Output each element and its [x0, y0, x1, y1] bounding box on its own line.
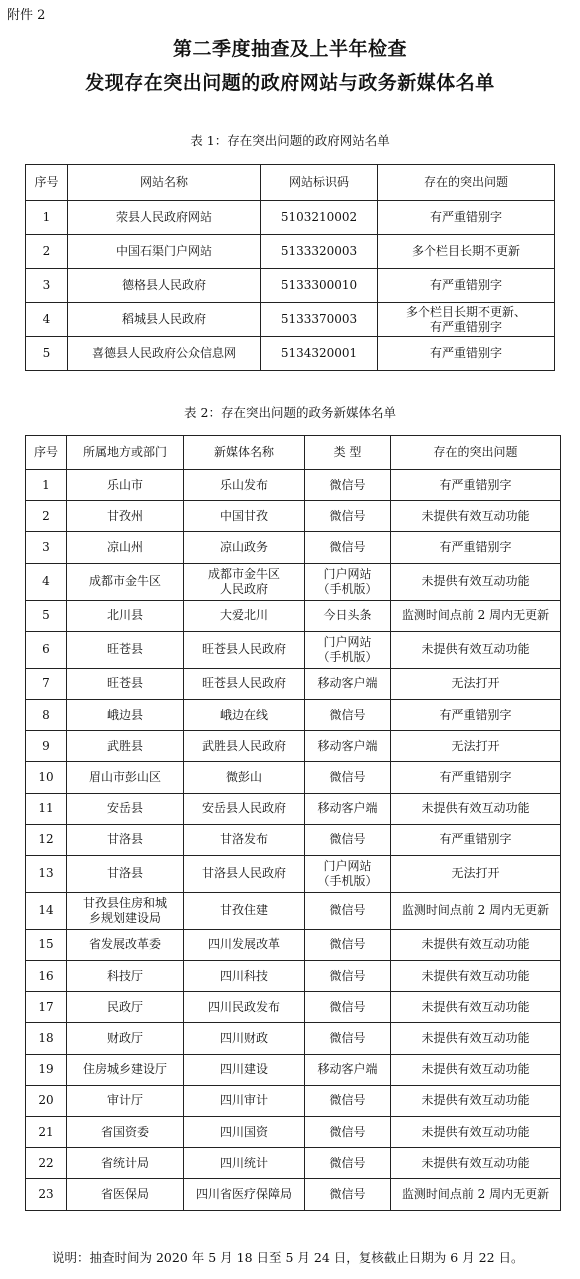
table-cell: 旺苍县 — [67, 668, 184, 699]
column-header: 序号 — [26, 436, 67, 470]
table-cell: 凉山州 — [67, 532, 184, 563]
table-cell: 未提供有效互动功能 — [391, 992, 561, 1023]
table-cell: 武胜县 — [67, 731, 184, 762]
table-cell: 15 — [26, 929, 67, 960]
table-cell: 18 — [26, 1023, 67, 1054]
table-cell: 成都市金牛区 人民政府 — [184, 563, 305, 600]
table-cell: 微信号 — [305, 892, 391, 929]
table-cell: 未提供有效互动功能 — [391, 929, 561, 960]
table-row — [26, 699, 561, 730]
table-cell: 喜德县人民政府公众信息网 — [68, 337, 261, 371]
table-cell: 峨边县 — [67, 699, 184, 730]
table2-caption: 表 2：存在突出问题的政务新媒体名单 — [184, 405, 396, 420]
table-cell: 旺苍县 — [67, 631, 184, 668]
table-cell: 23 — [26, 1179, 67, 1210]
table-row — [26, 1085, 561, 1116]
table-cell: 20 — [26, 1085, 67, 1116]
table-cell: 移动客户端 — [305, 731, 391, 762]
table-cell: 微信号 — [305, 961, 391, 992]
table-cell: 有严重错别字 — [378, 269, 555, 303]
table-cell: 荥县人民政府网站 — [68, 201, 261, 235]
table-cell: 微信号 — [305, 532, 391, 563]
table-cell: 四川科技 — [184, 961, 305, 992]
table-cell: 4 — [26, 303, 68, 337]
table-cell: 中国石渠门户网站 — [68, 235, 261, 269]
document-title-line-1: 第二季度抽查及上半年检查 — [172, 38, 407, 60]
table-cell: 监测时间点前 2 周内无更新 — [391, 600, 561, 631]
table-row — [26, 269, 555, 303]
table-cell: 有严重错别字 — [391, 470, 561, 501]
table-cell: 未提供有效互动功能 — [391, 1023, 561, 1054]
table-cell: 3 — [26, 532, 67, 563]
table-row — [26, 1179, 561, 1210]
table-row — [26, 600, 561, 631]
table-cell: 科技厅 — [67, 961, 184, 992]
table-cell: 13 — [26, 855, 67, 892]
table-cell: 北川县 — [67, 600, 184, 631]
table-cell: 16 — [26, 961, 67, 992]
table-header-row — [26, 165, 555, 201]
table-cell: 凉山政务 — [184, 532, 305, 563]
table-cell: 稻城县人民政府 — [68, 303, 261, 337]
document-title-line-2: 发现存在突出问题的政府网站与政务新媒体名单 — [85, 72, 495, 94]
table-cell: 5 — [26, 337, 68, 371]
table-cell: 2 — [26, 235, 68, 269]
table-cell: 峨边在线 — [184, 699, 305, 730]
table1-caption: 表 1：存在突出问题的政府网站名单 — [190, 133, 390, 148]
table-cell: 微信号 — [305, 699, 391, 730]
table-row — [26, 992, 561, 1023]
table-cell: 5133370003 — [261, 303, 378, 337]
table-cell: 省发展改革委 — [67, 929, 184, 960]
table-cell: 多个栏目长期不更新、 有严重错别字 — [378, 303, 555, 337]
table-cell: 5133300010 — [261, 269, 378, 303]
table-cell: 旺苍县人民政府 — [184, 668, 305, 699]
table-cell: 武胜县人民政府 — [184, 731, 305, 762]
table-row — [26, 303, 555, 337]
table-cell: 未提供有效互动功能 — [391, 501, 561, 532]
table-cell: 19 — [26, 1054, 67, 1085]
table-cell: 监测时间点前 2 周内无更新 — [391, 1179, 561, 1210]
column-header: 存在的突出问题 — [378, 165, 555, 201]
table-cell: 12 — [26, 824, 67, 855]
table-cell: 未提供有效互动功能 — [391, 563, 561, 600]
table-cell: 微信号 — [305, 824, 391, 855]
table-row — [26, 824, 561, 855]
table-row — [26, 793, 561, 824]
column-header: 所属地方或部门 — [67, 436, 184, 470]
table-cell: 未提供有效互动功能 — [391, 1085, 561, 1116]
table-cell: 省国资委 — [67, 1117, 184, 1148]
table-cell: 今日头条 — [305, 600, 391, 631]
table-cell: 有严重错别字 — [378, 337, 555, 371]
table-cell: 未提供有效互动功能 — [391, 1117, 561, 1148]
table-cell: 8 — [26, 699, 67, 730]
table-row — [26, 337, 555, 371]
table-cell: 成都市金牛区 — [67, 563, 184, 600]
column-header: 新媒体名称 — [184, 436, 305, 470]
government-websites-table — [25, 164, 555, 371]
table-row — [26, 892, 561, 929]
table-cell: 甘洛县 — [67, 824, 184, 855]
table-cell: 四川财政 — [184, 1023, 305, 1054]
table-cell: 微信号 — [305, 1085, 391, 1116]
table-cell: 未提供有效互动功能 — [391, 1054, 561, 1085]
table-cell: 微彭山 — [184, 762, 305, 793]
table-cell: 甘孜县住房和城 乡规划建设局 — [67, 892, 184, 929]
table-row — [26, 1148, 561, 1179]
table-cell: 四川审计 — [184, 1085, 305, 1116]
table-header-row — [26, 436, 561, 470]
table-row — [26, 532, 561, 563]
table-cell: 甘洛发布 — [184, 824, 305, 855]
table-cell: 财政厅 — [67, 1023, 184, 1054]
table-cell: 未提供有效互动功能 — [391, 961, 561, 992]
table-cell: 微信号 — [305, 470, 391, 501]
table-cell: 审计厅 — [67, 1085, 184, 1116]
table-cell: 移动客户端 — [305, 668, 391, 699]
table-cell: 微信号 — [305, 992, 391, 1023]
table-row — [26, 961, 561, 992]
table-cell: 无法打开 — [391, 668, 561, 699]
table-cell: 有严重错别字 — [391, 824, 561, 855]
table-row — [26, 501, 561, 532]
table-cell: 微信号 — [305, 1117, 391, 1148]
table-cell: 四川发展改革 — [184, 929, 305, 960]
table-cell: 甘孜住建 — [184, 892, 305, 929]
table-cell: 1 — [26, 201, 68, 235]
table-cell: 3 — [26, 269, 68, 303]
table-cell: 微信号 — [305, 929, 391, 960]
table-cell: 省统计局 — [67, 1148, 184, 1179]
table-row — [26, 631, 561, 668]
table-cell: 微信号 — [305, 1023, 391, 1054]
table-row — [26, 1117, 561, 1148]
table-cell: 甘孜州 — [67, 501, 184, 532]
table-cell: 6 — [26, 631, 67, 668]
table-row — [26, 762, 561, 793]
table-cell: 5134320001 — [261, 337, 378, 371]
table-cell: 大爱北川 — [184, 600, 305, 631]
table-row — [26, 929, 561, 960]
table-cell: 1 — [26, 470, 67, 501]
table-cell: 有严重错别字 — [391, 762, 561, 793]
table-cell: 21 — [26, 1117, 67, 1148]
table-cell: 未提供有效互动功能 — [391, 1148, 561, 1179]
table-cell: 有严重错别字 — [391, 532, 561, 563]
table-cell: 门户网站 （手机版） — [305, 855, 391, 892]
table-cell: 9 — [26, 731, 67, 762]
column-header: 类 型 — [305, 436, 391, 470]
table-cell: 甘洛县 — [67, 855, 184, 892]
table2-body — [26, 470, 561, 1211]
table-cell: 移动客户端 — [305, 1054, 391, 1085]
table-cell: 微信号 — [305, 762, 391, 793]
table-cell: 7 — [26, 668, 67, 699]
table-cell: 省医保局 — [67, 1179, 184, 1210]
table-cell: 安岳县人民政府 — [184, 793, 305, 824]
table-cell: 四川省医疗保障局 — [184, 1179, 305, 1210]
column-header: 序号 — [26, 165, 68, 201]
table-cell: 乐山市 — [67, 470, 184, 501]
table-cell: 5103210002 — [261, 201, 378, 235]
table-cell: 2 — [26, 501, 67, 532]
table-cell: 微信号 — [305, 1148, 391, 1179]
table-cell: 四川统计 — [184, 1148, 305, 1179]
table-row — [26, 855, 561, 892]
table-cell: 14 — [26, 892, 67, 929]
table-cell: 民政厅 — [67, 992, 184, 1023]
new-media-table — [25, 435, 561, 1211]
column-header: 存在的突出问题 — [391, 436, 561, 470]
table-cell: 门户网站 （手机版） — [305, 563, 391, 600]
table-cell: 有严重错别字 — [391, 699, 561, 730]
table-cell: 移动客户端 — [305, 793, 391, 824]
table-cell: 无法打开 — [391, 855, 561, 892]
table-cell: 中国甘孜 — [184, 501, 305, 532]
table-cell: 10 — [26, 762, 67, 793]
table-cell: 5133320003 — [261, 235, 378, 269]
table-cell: 眉山市彭山区 — [67, 762, 184, 793]
table-cell: 4 — [26, 563, 67, 600]
table-cell: 17 — [26, 992, 67, 1023]
table-row — [26, 563, 561, 600]
attachment-label: 附件 2 — [7, 8, 46, 23]
table-cell: 四川民政发布 — [184, 992, 305, 1023]
table-row — [26, 1023, 561, 1054]
table-cell: 微信号 — [305, 1179, 391, 1210]
table-cell: 乐山发布 — [184, 470, 305, 501]
table-cell: 多个栏目长期不更新 — [378, 235, 555, 269]
table-cell: 门户网站 （手机版） — [305, 631, 391, 668]
table-cell: 德格县人民政府 — [68, 269, 261, 303]
table-cell: 未提供有效互动功能 — [391, 631, 561, 668]
table1-body — [26, 201, 555, 371]
column-header: 网站标识码 — [261, 165, 378, 201]
table-cell: 无法打开 — [391, 731, 561, 762]
table-cell: 11 — [26, 793, 67, 824]
table-cell: 四川国资 — [184, 1117, 305, 1148]
table-cell: 四川建设 — [184, 1054, 305, 1085]
table-row — [26, 1054, 561, 1085]
table-cell: 5 — [26, 600, 67, 631]
table-cell: 旺苍县人民政府 — [184, 631, 305, 668]
table-cell: 未提供有效互动功能 — [391, 793, 561, 824]
table-cell: 监测时间点前 2 周内无更新 — [391, 892, 561, 929]
table-cell: 有严重错别字 — [378, 201, 555, 235]
table-cell: 安岳县 — [67, 793, 184, 824]
table-cell: 微信号 — [305, 501, 391, 532]
table-row — [26, 470, 561, 501]
table-cell: 住房城乡建设厅 — [67, 1054, 184, 1085]
table-row — [26, 201, 555, 235]
explanatory-note: 说明：抽查时间为 2020 年 5 月 18 日至 5 月 24 日，复核截止日期为 6 月 22 日。 — [52, 1250, 524, 1265]
table-row — [26, 731, 561, 762]
column-header: 网站名称 — [68, 165, 261, 201]
table-row — [26, 235, 555, 269]
table-cell: 甘洛县人民政府 — [184, 855, 305, 892]
table-row — [26, 668, 561, 699]
table-cell: 22 — [26, 1148, 67, 1179]
